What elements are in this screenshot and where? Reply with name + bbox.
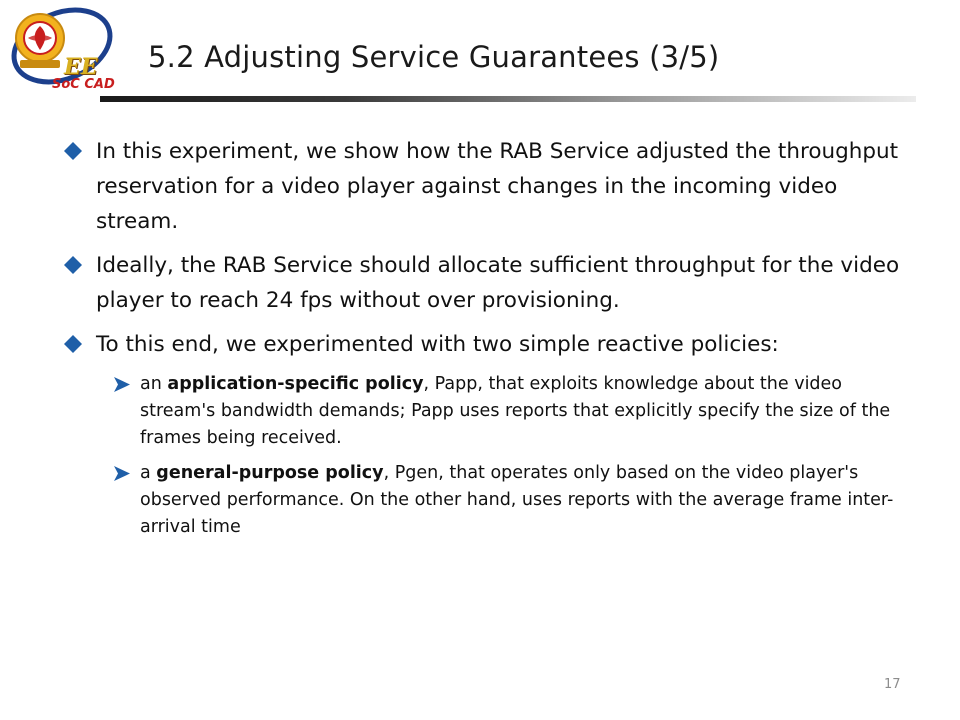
logo-caption: SoC CAD [52,77,115,92]
sub-bullet-prefix: an [140,374,168,394]
sub-bullet-text: , Pgen, that operates only based on the video player's observed performance. On the other hand, uses reports with the average frame inter-arrival time [140,463,894,537]
sub-bullet-bold-term: general-purpose policy [156,463,384,483]
diamond-bullet-icon [64,335,82,353]
diamond-bullet-icon [64,256,82,274]
diamond-bullet-icon [64,142,82,160]
bullet-text: Ideally, the RAB Service should allocate sufficient throughput for the video player to reach 24 fps without over provisioning. [96,253,900,313]
sub-bullet-bold-term: application-specific policy [167,374,424,394]
arrowhead-bullet-icon [114,466,130,481]
page-number: 17 [884,677,901,692]
bullet-item [62,248,912,318]
title-underline [100,96,916,102]
bullet-text: In this experiment, we show how the RAB Service adjusted the throughput reservation for a video player against changes in the incoming video stream. [96,139,899,234]
slide-title: 5.2 Adjusting Service Guarantees (3/5) [148,40,720,74]
bullet-text: To this end, we experimented with two simple reactive policies: [96,332,779,357]
logo [4,4,132,96]
arrowhead-bullet-icon [114,377,130,392]
slide-content [62,134,912,549]
bullet-item [62,134,912,239]
bullet-item [62,327,912,362]
sub-bullet-item [62,460,912,541]
logo-mark: EE [64,54,98,80]
sub-bullet-text: , Papp, that exploits knowledge about the video stream's bandwidth demands; Papp uses reports that explicitly specify the size of the frames being received. [140,374,891,448]
sub-bullet-item [62,371,912,452]
sub-bullet-prefix: a [140,463,157,483]
